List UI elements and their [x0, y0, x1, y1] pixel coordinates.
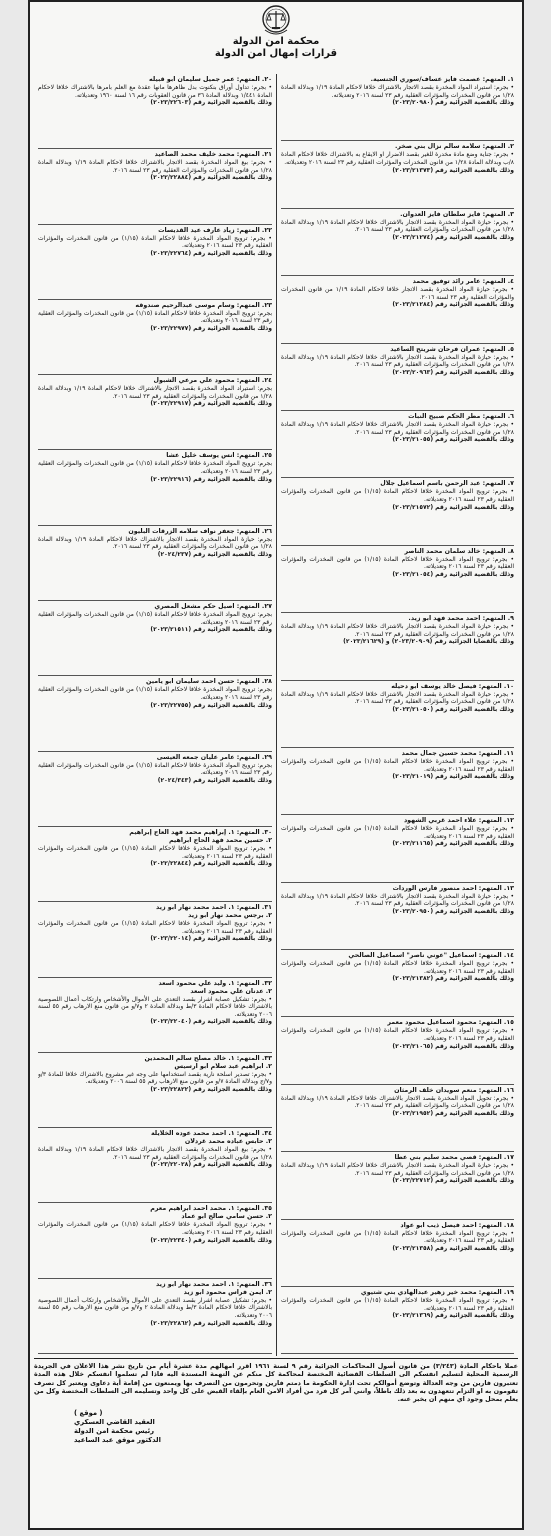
case-number: وذلك بالقضية الجزائية رقم (٢٠٢٣/٢٢٧١٢) [392, 1177, 514, 1185]
case-entry [281, 478, 514, 545]
charge-text: • بجرم: ترويج المواد المخدرة خلافا لاحكام المادة (١/١٥) من قانون المخدرات والمؤثرات العقلية رقم ٢٣ لسنة ٢٠١٦ وتعديلاته. [281, 960, 514, 975]
case-entry [38, 375, 272, 450]
signature-role: رئيس محكمة امن الدولة [74, 1427, 155, 1436]
case-entry [38, 225, 272, 300]
defendant-name: ٣١. المتهم: ١. احمد محمد نهار ابو زيد ٢. برجس محمد نهار ابو زيد [155, 904, 272, 920]
case-entry [38, 902, 272, 977]
case-entry [281, 1152, 514, 1219]
case-number: وذلك بالقضية الجزائية رقم (٢٠٢٣/٢١٠١٩) [392, 773, 514, 781]
case-number: وذلك بالقضية الجزائية رقم (٢٠٢٣/٢٠٩٦٣) [392, 368, 514, 376]
case-number: وذلك بالقضية الجزائية رقم (٢٠٢٣/٢٢٨٢٢) [150, 1086, 272, 1094]
defendant-name: ٦. المتهم: مطر الحكم صبيح النبات [408, 412, 514, 420]
defendant-name: ١١. المتهم: محمد حسين جمال محمد [401, 749, 514, 757]
defendant-name: ٣٠. المتهم: ١. إبراهيم محمد فهد العاج إبراهيم ٢. حسين محمد فهد الحاج ابراهيم [129, 828, 272, 844]
case-entry [281, 613, 514, 680]
case-entry [38, 978, 272, 1053]
charge-text: بجرم: ترويج المواد المخدرة خلافا لاحكام المادة (١/١٥) من قانون المخدرات والمؤثرات العقلية رقم ٢٣ لسنة ٢٠١٦ وتعديلاته. [38, 761, 272, 777]
case-number: وذلك بالقضية الجزائية رقم (٢٠٢٣/٢١١٦٥) [392, 840, 514, 848]
case-number: وذلك بالقضية الجزائية رقم (٢٠٢٣/٢١٠٦٥) [392, 1042, 514, 1050]
case-entry [281, 209, 514, 276]
charge-text: بجرم: ترويج المواد المخدرة خلافا لاحكام المادة (١/١٥) من قانون المخدرات والمؤثرات العقلية رقم ٢٣ لسنة ٢٠١٦ وتعديلاته. [38, 611, 272, 626]
charge-text: • بجرم: ترويج المواد المخدرة خلافا لاحكام المادة (١/١٥) من قانون المخدرات والمؤثرات العقلية رقم ٢٣ لسنة ٢٠١٦ وتعديلاته. [38, 844, 272, 860]
case-entry [281, 411, 514, 478]
case-entry [38, 300, 272, 375]
case-entry [38, 149, 272, 224]
charge-text: • بجرم: بيع المواد المخدرة بقصد الاتجار بالاشتراك خلافا لاحكام المادة ١/١٩ وبدلالة المادة ١/٢٨ من قانون المخدرات والمؤثرات العقلية رقم ٢٣ لسنة ٢٠١٦. [38, 159, 272, 174]
defendant-name: ١٨. المتهم: احمد فيصل ذيب ابو عواد [400, 1221, 514, 1229]
case-entry [38, 450, 272, 525]
defendant-name: ١. المتهم: عصمت فايز عساف/سوري الجنسية. [370, 76, 514, 83]
charge-text: • بجرم: ترويج المواد المخدرة خلافا لاحكام المادة (١/١٥) من قانون المخدرات والمؤثرات العقلية رقم ٢٣ لسنة ٢٠١٦ وتعديلاته. [281, 757, 514, 773]
case-entry [281, 815, 514, 882]
case-entry [281, 681, 514, 748]
case-number: وذلك بالقضية الجزائية رقم (٢٠٢٣/٢١٣٨٢) [392, 975, 514, 983]
case-number: وذلك بالقضية الجزائية رقم (٢٠٢٤/٣٤٣) [157, 776, 272, 784]
case-entry [38, 1053, 272, 1128]
case-number: وذلك بالقضية الجزائية رقم (٢٠٢٣/٢٢٠٤٠) [150, 1018, 272, 1026]
charge-text: • بجرم: حيازة المواد المخدرة بقصد الاتجار بالاشتراك خلافا لاحكام المادة ١/١٩ وبدلالة المادة ١/٢٨ من قانون المخدرات والمؤثرات العقلية رقم ٢٣ لسنة ٢٠١٦. [281, 892, 514, 908]
defendant-name: ٢٧. المتهم: اصيل حكم مشعل المصري [154, 603, 272, 611]
defendant-name: ١٧. المتهم: قصي محمد سليم بني عطا [394, 1154, 514, 1162]
defendant-name: ٢٩. المتهم: عامر عليان جمعه العيسى [156, 753, 272, 761]
signature-block [34, 1409, 518, 1445]
defendant-name: ١٠. المتهم: فيصل خالد يوسف ابو دحيله [391, 682, 514, 690]
case-number: وذلك بالقضية الجزائية رقم (٢٠٢٣/٢١٢٧٤) [392, 233, 514, 241]
charge-text: • بجرم: بيع المواد المخدرة بقصد الاتجار بالاشتراك خلافا لاحكام المادة ١/١٩ وبدلالة المادة ١/٢٨ من قانون المخدرات والمؤثرات العقلية رقم ٢٣ لسنة ٢٠١٦. [38, 1146, 272, 1161]
case-number: وذلك بالقضية الجزائية رقم (٢٠٢٣/٢١٠٥٥) [392, 436, 514, 444]
defendant-name: ٣٢. المتهم: ١. وليد علي محمود اسعد ٢. عدنان علي محمود اسعد [158, 979, 272, 995]
case-number: وذلك بالقضية الجزائية رقم (٢٠٢٣/٢١٥١١) [150, 626, 272, 634]
case-number: وذلك بالقضية الجزائية رقم (٢٠٢٣/٢١٣٧٣) [392, 166, 514, 174]
defendant-name: ٢. المتهم: سلامة سالم نزال بني صخر. [394, 143, 514, 151]
case-number: وذلك بالقضية الجزائية رقم (٢٠٢٣/٢١٣٦٩) [392, 1312, 514, 1320]
case-number: وذلك بالقضية الجزائية رقم (٢٠٢٣/٢٢٧٥٥) [150, 701, 272, 709]
defendant-name: ٢٨. المتهم: حسن احمد سليمان ابو يامين [146, 678, 272, 686]
header [30, 4, 522, 74]
case-entry [281, 546, 514, 613]
charge-text: • بجرم: حيازة المواد المخدرة بقصد الاتجار بالاشتراك خلافا لاحكام المادة ١/١٩ وبدلالة المادة ١/٢٨ من قانون المخدرات والمؤثرات العقلية رقم ٢٣ لسنة ٢٠١٦. [281, 623, 514, 638]
case-entry [281, 883, 514, 950]
charge-text: • بجرم: ترويج المواد المخدرة خلافا لاحكام المادة (١/١٥) من قانون المخدرات والمؤثرات العقلية رقم ٢٣ لسنة ٢٠١٦ وتعديلاته. [281, 825, 514, 840]
case-number: وذلك بالقضية الجزائية رقم (٢٠٢٣/٢١٩٥٢) [392, 1110, 514, 1118]
case-entry [281, 141, 514, 208]
defendant-name: ٢٦. المتهم: جعفر نواف سلامه الزرقات البليون [128, 527, 272, 535]
defendant-name: ٢١. المتهم: محمد خليف محمد الصاعيد [154, 151, 272, 159]
charge-text: • بجرم: تحويل المواد المخدرة بقصد الاتجار بالاشتراك خلافا لاحكام المادة ١/١٩ وبدلالة المادة ١/٢٨ من قانون المخدرات والمؤثرات العقلية رقم ٢٣ لسنة ٢٠١٦. [281, 1094, 514, 1110]
signature-rank: العقيد القاضي العسكري [74, 1418, 155, 1427]
defendant-name: ١٦. المتهم: منعم سويدان خلف الرمثان [394, 1086, 514, 1094]
charge-text: بجرم: ترويج المواد المخدرة خلافا لاحكام المادة (١/١٥) من قانون المخدرات والمؤثرات العقلية رقم ٢٣ لسنة ٢٠١٦ وتعديلاته. [38, 686, 272, 701]
case-number: وذلك بالقضية الجزائية رقم (٢٠٢٤/٢٣٧) [157, 550, 272, 558]
case-entry [38, 601, 272, 676]
case-entry [38, 1128, 272, 1203]
charge-text: • بجرم: ترويج المواد المخدرة خلافا لاحكام المادة (١/١٥) من قانون المخدرات والمؤثرات العقلية رقم ٢٣ لسنة ٢٠١٦ وتعديلاته. [38, 1221, 272, 1237]
charge-text: • بجرم: ترويج المواد المخدرة خلافا لاحكام المادة (١/١٥) من قانون المخدرات والمؤثرات العقلية رقم ٢٣ لسنة ٢٠١٦ وتعديلاته. [281, 1027, 514, 1043]
case-number: وذلك بالقضية الجزائية رقم (٢٠٢٣/٢١٢٨٤) [392, 301, 514, 309]
footer-notice [34, 1358, 518, 1445]
case-number: وذلك بالقضية الجزائية رقم (٢٠٢٣/٢٢٣٤٠) [150, 1236, 272, 1244]
case-entry [281, 1085, 514, 1152]
case-entry [281, 1220, 514, 1287]
case-number: وذلك بالقضية الجزائية رقم (٢٠٢٣/٢٢٧٦٤) [150, 249, 272, 257]
case-number: وذلك بالقضية الجزائية رقم (٢٠٢٣/٢٢٩١٧) [150, 400, 272, 408]
case-number: وذلك بالقضية الجزائية رقم (٢٠٢٣/٢٢٩٧٧) [150, 325, 272, 333]
charge-text: • بجرم: جناية وضع مادة مخدرة للغير بقصد الاضرار او الايقاع به بالاشتراك خلافا لاحكام المادة ٨/ب وبدلالة المادة ١/٢٨ من قانون المخدرات والمؤثرات العقلية رقم ٢٣ لسنة ٢٠١٦ وتعديلاته. [281, 151, 514, 166]
defendant-name: ١٩. المتهم: محمد خير زهير عبدالهادي بني شتيوي [360, 1289, 514, 1297]
case-number: وذلك بالقضية الجزائية رقم (٢٠٢٣/٢٠٩٥٠) [392, 907, 514, 915]
charge-text: • بجرم: حيازة المواد المخدرة بقصد الاتجار بالاشتراك خلافا لاحكام المادة ١/١٩ وبدلالة المادة ١/٢٨ من قانون المخدرات والمؤثرات العقلية رقم ٢٣ لسنة ٢٠١٦. [281, 1162, 514, 1177]
defendant-name: ٥. المتهم: عمران فرحان شريتح الساعيد [390, 345, 514, 353]
charge-text: • بجرم: حيازة المواد المخدرة بقصد الاتجار خلافا لاحكام المادة ١/١٩ من قانون المخدرات والمؤثرات العقلية رقم ٢٣ لسنة ٢٠١٦. [281, 286, 514, 301]
left-column [34, 74, 276, 1356]
case-entry [281, 1287, 514, 1354]
case-entry [281, 276, 514, 343]
legal-notice-text: عملا باحكام المادة (٣/٢٤٣) من قانون أصول المحاكمات الجزائية رقم ٩ لسنة ١٩٦١ اقرر امهالهم مدة عشرة أيام من تاريخ نشر هذا الاعلان في الجريدة الرسمية المحلية لتسليم انفسكم الى السلطات القضائية المختصة لمحاكمة كل منكم عن التهمة المسندة اليه فاذا لم تسلموا انفسكم خلال هذه المدة تعتبرون فارين من وجه العدالة وتوضع أموالكم تحت ادارة الحكومة ما دمتم فارين وتحرمون من التصرف بها ويمنعون من إقامة أية دعاوى ويعتبر كل تصرف تقومون به او التزام تتعهدون به بعد ذلك باطلاً، وانني آمر كل فرد من أفراد الامن العام بإلقاء القبض على كل واحد وتسليمه الى السلطات المختصة وكل من يعلم بمحل وجود اي منهم ان يخبر عنه. [34, 1362, 518, 1404]
case-entry [38, 526, 272, 601]
case-number: وذلك بالقضية الجزائية رقم (٢٠٢٣/٢١٥٧٢) [392, 503, 514, 511]
defendant-name: ٨. المتهم: خالد سلمان محمد الناصر [404, 547, 514, 555]
defendant-name: ٣. المتهم: فايز سلطان فايز العدوان. [400, 210, 514, 218]
case-entry [38, 1203, 272, 1278]
charge-text: بجرم: استيراد المواد المخدرة بقصد الاتجار بالاشتراك خلافا لاحكام المادة ١/١٩ وبدلالة المادة ١/٢٨ من قانون المخدرات والمؤثرات العقلية رقم ٢٣ لسنة ٢٠١٦. [38, 385, 272, 400]
defendant-name: ١٥. المتهم: محمود اسماعيل محمود معمر [387, 1019, 514, 1027]
case-entry [281, 950, 514, 1017]
charge-text: • بجرم: تصدير اسلحة نارية بقصد استخدامها على وجه غير مشروع بالاشتراك خلافا للمادة ٣/و و٧/ج وبدلالة المادة ٧/و من قانون منع الارهاب رقم ٥٥ لسنة ٢٠٠٦ وتعديلاته. [38, 1070, 272, 1086]
defendant-name: ٢٥. المتهم: انس يوسف خليل عشا [166, 452, 272, 460]
case-number: وذلك بالقضية الجزائية رقم (٢٠٢٣/٢٢٨٦٢) [150, 1319, 272, 1327]
defendant-name: ٢٢. المتهم: زياد عارف عيد القديسات [158, 226, 272, 234]
case-entry [281, 74, 514, 141]
signature-label: ( موقع ) [74, 1409, 103, 1418]
defendant-name: ٣٣. المتهم: ١. خالد مصلح سالم المحمدين ٢. ابراهيم عبد سلام ابو ارسيس [144, 1054, 272, 1070]
defendant-name: ٩. المتهم: احمد محمد فهد ابو زيد. [408, 615, 514, 623]
case-number: وذلك بالقضايا الجزائية رقم (٢٠٢٣/٢٠٩٠٩) و (٢٠٢٣/٢١٦٢٩) [343, 638, 514, 646]
page-subtitle: قرارات إمهال امن الدولة [214, 48, 338, 59]
charge-text: بجرم: ترويج المواد المخدرة خلافا لاحكام المادة (١/١٥) من قانون المخدرات والمؤثرات العقلية رقم ٢٣ لسنة ٢٠١٦ وتعديلاته. [38, 309, 272, 325]
case-entry [38, 676, 272, 751]
court-title: محكمة امن الدولة [232, 36, 320, 47]
case-entry [281, 1017, 514, 1084]
right-column [276, 74, 518, 1356]
case-number: وذلك بالقضية الجزائية رقم (٢٠٢٣/٢٢٦٠٣) [150, 99, 272, 107]
defendant-name: ١٢. المتهم: علاء احمد غربي الشهود [403, 817, 514, 825]
charge-text: بجرم: ترويج المواد المخدرة خلافا لاحكام المادة (١/١٥) من قانون المخدرات والمؤثرات العقلية رقم ٢٣ لسنة ٢٠١٦ وتعديلاته. [38, 460, 272, 476]
scales-of-justice-emblem-icon [261, 4, 291, 36]
charge-text: • بجرم: تشكيل عصابة اشرار بقصد التعدي على الأموال والأشخاص وارتكاب أعمال اللصوصية بالاشتراك خلافا لاحكام المادة ٣/ط وبدلالة المادة ٢ و٧/و من قانون منع الارهاب رقم ٥٥ لسنة ٢٠٠٦ وتعديلاته. [38, 1296, 272, 1319]
case-entry [281, 748, 514, 815]
charge-text: • بجرم: حيازة المواد المخدرة بقصد الاتجار بالاشتراك خلافا لاحكام المادة ١/١٩ وبدلالة المادة ١/٢٨ من قانون المخدرات والمؤثرات العقلية رقم ٢٣ لسنة ٢٠١٦. [281, 353, 514, 369]
charge-text: • بجرم: حيازة المواد المخدرة بقصد الاتجار بالاشتراك خلافا لاحكام المادة ١/١٩ وبدلالة المادة ١/٢٨ من قانون المخدرات والمؤثرات العقلية رقم ٢٣ لسنة ٢٠١٦. [281, 218, 514, 234]
case-number: وذلك بالقضية الجزائية رقم (٢٠٢٣/٢٢٠١٤) [150, 935, 272, 943]
charge-text: • بجرم: حيازة المواد المخدرة بقصد الاتجار بالاشتراك خلافا لاحكام المادة ١/١٩ وبدلالة المادة ١/٢٨ من قانون المخدرات والمؤثرات العقلية رقم ٢٣ لسنة ٢٠١٦. [281, 420, 514, 436]
defendant-name: ٣٦. المتهم: ١. احمد محمد نهار ابو زيد ٢. ايمن فراس محمود ابو زيد [155, 1280, 272, 1296]
announcement-page [28, 0, 524, 1530]
case-number: وذلك بالقضية الجزائية رقم (٢٠٢٣/٢٢٩١٦) [150, 475, 272, 483]
charge-text: • بجرم: ترويج المواد المخدرة خلافا لاحكام المادة (١/١٥) من قانون المخدرات والمؤثرات العقلية رقم ٢٣ لسنة ٢٠١٦ وتعديلاته. [281, 488, 514, 503]
case-entry [281, 344, 514, 411]
case-number: وذلك بالقضية الجزائية رقم (٢٠٢٣/٢١٠٥٤) [392, 570, 514, 578]
defendant-name: ٧. المتهم: عبد الرحمن باسم اسماعيل جلال [380, 480, 514, 488]
case-number: وذلك بالقضية الجزائية رقم (٢٠٢٣/٢٠٩٨٠) [392, 99, 514, 107]
charge-text: • بجرم: ترويج المواد المخدرة خلافا لاحكام المادة (١/١٥) من قانون المخدرات والمؤثرات العقلية رقم ٢٣ لسنة ٢٠١٦ وتعديلاته. [38, 920, 272, 935]
charge-text: • بجرم: تشكيل عصابة اشرار بقصد التعدي على الأموال والأشخاص وارتكاب أعمال اللصوصية بالاشتراك خلافا لاحكام المادة ٣/ط وبدلالة المادة ٢ و٧/و من قانون منع الارهاب رقم ٥٥ لسنة ٢٠٠٦ وتعديلاته. [38, 995, 272, 1018]
defendant-name: ١٤. المتهم: اسماعيل "عوني ناصر" اسماعيل الصالحي [348, 952, 514, 960]
defendant-name: ٢٠. المتهم: عمر جميل سليمان ابو قبيله [149, 76, 272, 83]
case-entry [38, 74, 272, 149]
charge-text: • بجرم: ترويج المواد المخدرة خلافا لاحكام المادة (١/١٥) من قانون المخدرات والمؤثرات العقلية رقم ٢٣ لسنة ٢٠١٦ وتعديلاته. [281, 555, 514, 571]
case-number: وذلك بالقضية الجزائية رقم (٢٠٢٢/٢٢٨٨٤) [150, 174, 272, 182]
case-number: وذلك بالقضية الجزائية رقم (٢٠٢٣/٢١٣٥٨) [392, 1244, 514, 1252]
defendant-name: ٤. المتهم: عامر رائد توفيق محمد [412, 278, 514, 286]
charge-text: • بجرم: ترويج المواد المخدرة خلافا لاحكام المادة (١/١٥) من قانون المخدرات والمؤثرات العقلية رقم ٢٣ لسنة ٢٠١٦ وتعديلاته. [281, 1297, 514, 1312]
signature-name: الدكتور موفق عبد الساعيد [74, 1436, 161, 1445]
defendant-name: ٢٤. المتهم: محمود علي مرعي الشبول [153, 377, 272, 385]
case-number: وذلك بالقضية الجزائية رقم (٢٠٢٢/٢٢٨٤٤) [150, 860, 272, 868]
defendant-name: ١٣. المتهم: احمد منصور فارس الوردات [392, 884, 514, 892]
case-entry [38, 752, 272, 827]
defendant-name: ٣٥. المتهم: ١. محمد احمد ابراهيم معرم ٢. حسن سامي صالح ابو عماد [150, 1205, 272, 1221]
charge-text: بجرم: حيازة المواد المخدرة بقصد الاتجار بالاشتراك خلافا لاحكام المادة ١/١٩ وبدلالة المادة ١/٢٨ من قانون المخدرات والمؤثرات العقلية رقم ٢٣ لسنة ٢٠١٦. [38, 535, 272, 551]
defendant-name: ٢٣. المتهم: وسام موسى عبدالرحيم صندوقه [135, 301, 272, 309]
entries-columns [34, 74, 518, 1356]
case-entry [38, 1279, 272, 1354]
case-entry [38, 827, 272, 902]
charge-text: • بجرم: حيازة المواد المخدرة بقصد الاتجار بالاشتراك خلافا لاحكام المادة ١/١٩ وبدلالة المادة ١/٢٨ من قانون المخدرات والمؤثرات العقلية رقم ٢٣ لسنة ٢٠١٦. [281, 690, 514, 706]
charge-text: • بجرم: استيراد المواد المخدرة بقصد الاتجار بالاشتراك خلافا لاحكام المادة ١/١٩ وبدلالة المادة ١/٢٨ من قانون المخدرات والمؤثرات العقلية رقم ٢٣ لسنة ٢٠١٦ وتعديلاته. [281, 84, 514, 99]
defendant-name: ٣٤. المتهم: ١. احمد محمد عوده الخلايلة ٢. حابس عباده محمد غردلان [150, 1130, 272, 1146]
charge-text: • بجرم: ترويج المواد المخدرة خلافا لاحكام المادة (١/١٥) من قانون المخدرات والمؤثرات العقلية رقم ٢٣ لسنة ٢٠١٦ وتعديلاته. [38, 234, 272, 250]
case-number: وذلك بالقضية الجزائية رقم (٢٠٢٣/٢١٠٥٠) [392, 705, 514, 713]
charge-text: • بجرم: تداول أوراق بنكنوت بدل ظاهرها مانها عقدة مع العلم بامرها بالاشتراك خلافا لاحكام المادة ١/٤٤١ وبدلالة المادة ٣٦ من قانون العقوبات رقم ١٦ لسنة ١٩٦٠ وتعديلاته. [38, 84, 272, 99]
case-number: وذلك بالقضية الجزائية رقم (٢٠٢٣/٢٢٠٢٨) [150, 1161, 272, 1169]
charge-text: • بجرم: ترويج المواد المخدرة خلافا لاحكام المادة (١/١٥) من قانون المخدرات والمؤثرات العقلية رقم ٢٣ لسنة ٢٠١٦ وتعديلاته. [281, 1229, 514, 1245]
